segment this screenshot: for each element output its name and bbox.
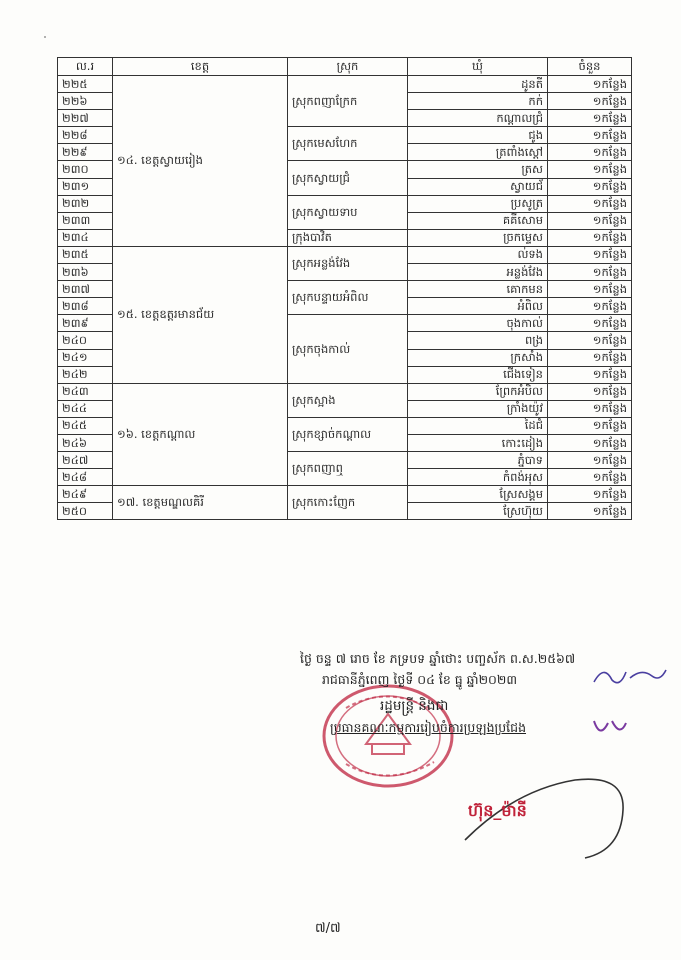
province-cell: ១៥. ខេត្តឧត្ដរមានជ័យ (113, 246, 288, 383)
row-no: ២៤១ (58, 349, 113, 366)
commune-cell: ភ្នំបាទ (408, 452, 548, 469)
signer-name: ហ៊ុន_ម៉ានី (468, 801, 527, 820)
row-no: ២៣៤ (58, 229, 113, 246)
row-no: ២២៩ (58, 144, 113, 161)
row-no: ២២៥ (58, 76, 113, 93)
count-cell: ១កន្លែង (548, 161, 632, 178)
row-no: ២៤៦ (58, 434, 113, 451)
district-cell: ស្រុកស្អាង (288, 383, 408, 417)
count-cell: ១កន្លែង (548, 281, 632, 298)
district-cell: ស្រុកបន្ទាយអំពិល (288, 281, 408, 315)
initials-icon (590, 660, 670, 690)
province-cell: ១៤. ខេត្តស្វាយរៀង (113, 76, 288, 247)
count-cell: ១កន្លែង (548, 110, 632, 127)
count-cell: ១កន្លែង (548, 469, 632, 486)
commune-cell: កណ្ដាលជ្រំ (408, 110, 548, 127)
commune-cell: ត្រស (408, 161, 548, 178)
commune-cell: អំពិល (408, 298, 548, 315)
count-cell: ១កន្លែង (548, 229, 632, 246)
count-cell: ១កន្លែង (548, 264, 632, 281)
count-cell: ១កន្លែង (548, 127, 632, 144)
row-no: ២២៧ (58, 110, 113, 127)
commune-cell: ស្រែសង្គម (408, 486, 548, 503)
lunar-date-line: ថ្ងៃ ចន្ទ ៧ រោច ខែ ភទ្របទ ឆ្នាំថោះ បញ្ចស័ក ព.ស.២៥៦៧ (300, 651, 576, 666)
district-cell: ក្រុងបាវិត (288, 229, 408, 246)
commune-cell: ច្រកម្ទេស (408, 229, 548, 246)
row-no: ២៤០ (58, 332, 113, 349)
row-no: ២៥០ (58, 503, 113, 520)
commune-cell: ស្វាយជ័ (408, 178, 548, 195)
province-cell: ១៦. ខេត្តកណ្ដាល (113, 383, 288, 486)
row-no: ២៤៧ (58, 452, 113, 469)
commune-cell: ដៃជំ (408, 417, 548, 434)
row-no: ២៣០ (58, 161, 113, 178)
count-cell: ១កន្លែង (548, 332, 632, 349)
district-cell: ស្រុកខ្សាច់កណ្ដាល (288, 417, 408, 451)
commune-cell: ពង្រ (408, 332, 548, 349)
commune-cell: ដូនតី (408, 76, 548, 93)
commune-cell: ក្រាំងយ៉ូវ (408, 400, 548, 417)
commune-cell: កក់ (408, 93, 548, 110)
commune-cell: ត្រពាំងស្ដៅ (408, 144, 548, 161)
row-no: ២៤៨ (58, 469, 113, 486)
row-no: ២៣៦ (58, 264, 113, 281)
commune-cell: គគីសោម (408, 212, 548, 229)
district-cell: ស្រុកពញាឮ (288, 452, 408, 486)
count-cell: ១កន្លែង (548, 178, 632, 195)
row-no: ២២៦ (58, 93, 113, 110)
header-district: ស្រុក (288, 58, 408, 76)
province-cell: ១៧. ខេត្តមណ្ឌលគិរី (113, 486, 288, 520)
row-no: ២៤៣ (58, 383, 113, 400)
district-cell: ស្រុកមេសហែក (288, 127, 408, 161)
minister-title: រដ្ឋមន្ត្រី និងជា (380, 698, 449, 714)
commune-cell: ប្រសូត្រ (408, 195, 548, 212)
count-cell: ១កន្លែង (548, 434, 632, 451)
row-no: ២២៨ (58, 127, 113, 144)
district-cell: ស្រុកស្វាយជ្រំ (288, 161, 408, 195)
count-cell: ១កន្លែង (548, 144, 632, 161)
commune-cell: ក្រសាំង (408, 349, 548, 366)
count-cell: ១កន្លែង (548, 76, 632, 93)
count-cell: ១កន្លែង (548, 383, 632, 400)
commune-cell: ស្រែហ៊ុយ (408, 503, 548, 520)
row-no: ២៣៩ (58, 315, 113, 332)
commune-cell: ល់ទង (408, 246, 548, 263)
solar-date-line: រាជធានីភ្នំពេញ ថ្ងៃទី ០៤ ខែ ធ្នូ ឆ្នាំ២០២៣ (322, 672, 518, 687)
count-cell: ១កន្លែង (548, 486, 632, 503)
district-cell: ស្រុកកោះញែក (288, 486, 408, 520)
count-cell: ១កន្លែង (548, 246, 632, 263)
row-no: ២៣១ (58, 178, 113, 195)
commune-cell: កំពង់អុស (408, 469, 548, 486)
row-no: ២៤៥ (58, 417, 113, 434)
header-province: ខេត្ត (113, 58, 288, 76)
district-cell: ស្រុកពញាក្រែក (288, 76, 408, 127)
district-cell: ស្រុកអន្លង់វែង (288, 246, 408, 280)
row-no: ២៤៩ (58, 486, 113, 503)
row-no: ២៣៥ (58, 246, 113, 263)
row-no: ២៤៤ (58, 400, 113, 417)
count-cell: ១កន្លែង (548, 366, 632, 383)
header-commune: ឃុំ (408, 58, 548, 76)
header-no: ល.រ (58, 58, 113, 76)
commune-cell: ជើងទៀន (408, 366, 548, 383)
count-cell: ១កន្លែង (548, 298, 632, 315)
row-no: ២៣៧ (58, 281, 113, 298)
page-number: ៧/៧ (315, 921, 341, 936)
count-cell: ១កន្លែង (548, 315, 632, 332)
commune-cell: កោះដៀង (408, 434, 548, 451)
row-no: ២៣២ (58, 195, 113, 212)
row-no: ២៣៣ (58, 212, 113, 229)
count-cell: ១កន្លែង (548, 452, 632, 469)
count-cell: ១កន្លែង (548, 195, 632, 212)
commune-cell: គោកមន (408, 281, 548, 298)
handwritten-mark-icon (590, 715, 630, 741)
committee-title: ប្រធានគណៈកម្មការរៀបចំការប្រឡងប្រជែង (330, 720, 527, 735)
count-cell: ១កន្លែង (548, 212, 632, 229)
count-cell: ១កន្លែង (548, 400, 632, 417)
commune-cell: ចុងកាល់ (408, 315, 548, 332)
count-cell: ១កន្លែង (548, 93, 632, 110)
row-no: ២៣៨ (58, 298, 113, 315)
commune-cell: អន្លង់វែង (408, 264, 548, 281)
commune-cell: ជូង (408, 127, 548, 144)
header-count: ចំនួន (548, 58, 632, 76)
count-cell: ១កន្លែង (548, 349, 632, 366)
count-cell: ១កន្លែង (548, 417, 632, 434)
district-cell: ស្រុកស្វាយទាប (288, 195, 408, 229)
district-cell: ស្រុកចុងកាល់ (288, 315, 408, 383)
row-no: ២៤២ (58, 366, 113, 383)
commune-cell: ព្រែកអំបិល (408, 383, 548, 400)
count-cell: ១កន្លែង (548, 503, 632, 520)
